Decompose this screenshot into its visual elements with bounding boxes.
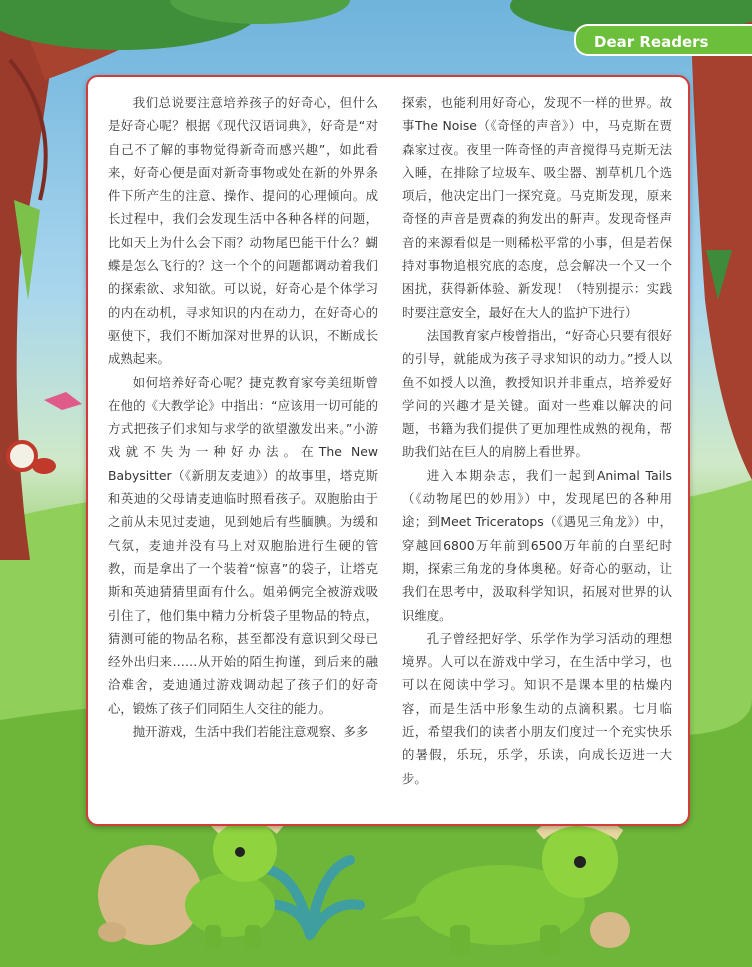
paragraph: 如何培养好奇心呢？捷克教育家夸美纽斯曾在他的《大教学论》中指出：“应该用一切可能的方式把孩子们求知与求学的欲望激发出来。”小游戏就不失为一种好办法。在The New Babysitter（《新朋友麦迪》）的故事里，塔克斯和英迪的父母请麦迪临时照看孩子。双胞胎由于之前从未见过麦迪，见到她后有些腼腆。为缓和气氛，麦迪并没有马上对双胞胎进行生硬的管教，而是拿出了一个装着“惊喜”的袋子，让塔克斯和英迪猜猜里面有什么。姐弟俩完全被游戏吸引住了，他们集中精力分析袋子里物品的特点，猜测可能的物品名称，甚至都没有意识到父母已经外出归来……从开始的陌生拘谨，到后来的融洽难舍，麦迪通过游戏调动起了孩子们的好奇心，锻炼了孩子们同陌生人交往的能力。 (108, 374, 378, 716)
rock-small-right (590, 912, 630, 948)
section-tag: Dear Readers (574, 24, 752, 56)
squirrel-tail (8, 442, 36, 470)
rock-small-left (98, 922, 126, 942)
article-column-left (108, 91, 378, 743)
squirrel-body (32, 458, 56, 474)
paragraph: 抛开游戏，生活中我们若能注意观察、多多 (132, 724, 369, 740)
article-column-right (402, 91, 672, 790)
tree-trunk-right (690, 0, 752, 480)
paragraph: 我们总说要注意培养孩子的好奇心，但什么是好奇心呢？根据《现代汉语词典》，好奇是“对自己不了解的事物觉得新奇而感兴趣”，如此看来，好奇心便是面对新奇事物或处在新的外界条件下所产生的注意、操作、提问的心理倾向。成长过程中，我们会发现生活中各种各样的问题，比如天上为什么会下雨？动物尾巴能干什么？蝴蝶是怎么飞行的？这一个个的问题都调动着我们的探索欲、求知欲。可以说，好奇心是个体学习的内在动机，寻求知识的内在动力，在好奇心的驱使下，我们不断加深对世界的认识，不断成长成熟起来。 (108, 95, 378, 367)
paragraph: 孔子曾经把好学、乐学作为学习活动的理想境界。人可以在游戏中学习，在生活中学习，也可以在阅读中学习。知识不是课本里的枯燥内容，而是生活中形象生动的点滴积累。七月临近，希望我们的读者小朋友们度过一个充实快乐的暑假，乐玩，乐学，乐读，向成长迈进一大步。 (402, 630, 672, 786)
paragraph: 进入本期杂志，我们一起到Animal Tails（《动物尾巴的妙用》）中，发现尾巴的各种用途；到Meet Triceratops（《遇见三角龙》）中，穿越回6800万年前到6500万年前的白垩纪时期，探索三角龙的身体奥秘。好奇心的驱动，让我们在思考中，汲取科学知识，拓展对世界的认识维度。 (402, 467, 672, 623)
pink-leaf (44, 392, 82, 410)
paragraph: 探索，也能利用好奇心，发现不一样的世界。故事The Noise（《奇怪的声音》）中，马克斯在贾森家过夜。夜里一阵奇怪的声音搅得马克斯无法入睡，在排除了垃圾车、吸尘器、割草机几个选项后，他决定出门一探究竟。马克斯发现，原来奇怪的声音是贾森的狗发出的鼾声。发现奇怪声音的来源看似是一则稀松平常的小事，但是若保持对事物追根究底的态度，总会解决一个又一个困扰，获得新体验、新发现！（特别提示：实践时要注意安全，最好在大人的监护下进行） (402, 95, 672, 320)
paragraph: 法国教育家卢梭曾指出，“好奇心只要有很好的引导，就能成为孩子寻求知识的动力。”授人以鱼不如授人以渔，教授知识并非重点，培养爱好学问的兴趣才是关键。面对一些难以解决的问题，书籍为我们提供了更加理性成熟的视角，帮助我们站在巨人的肩膀上看世界。 (402, 327, 672, 460)
article-panel (86, 75, 690, 826)
